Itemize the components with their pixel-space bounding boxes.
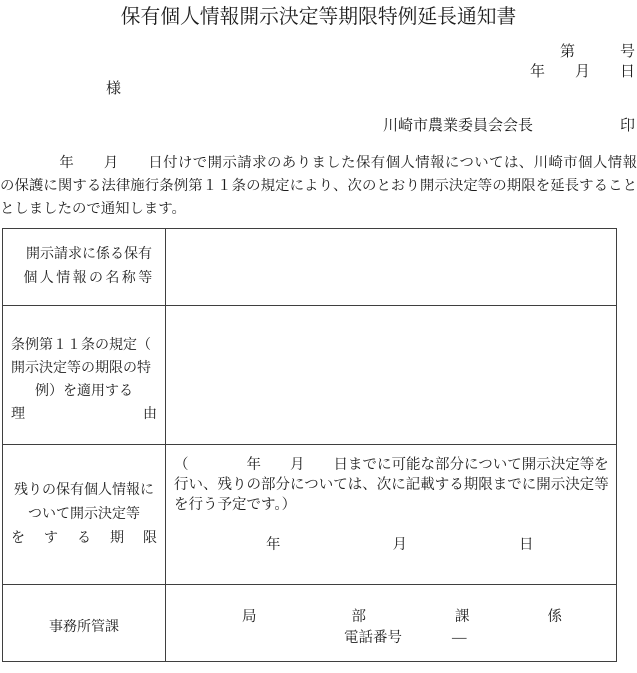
row3-label-line: を す る 期 限	[11, 530, 157, 546]
phone-dash: ―	[452, 630, 467, 646]
year-label: 年	[266, 537, 281, 553]
row2-label-line	[11, 403, 157, 426]
subsection-label: 係	[547, 609, 562, 625]
page-title: 保有個人情報開示決定等期限特例延長通知書	[120, 6, 517, 28]
row1-label-line: 開示請求に係る保有	[26, 247, 152, 262]
addressee-honorific: 様	[106, 81, 122, 97]
issuer-name: 川崎市農業委員会会長	[383, 118, 534, 134]
row3-label-line: 残りの保有個人情報に	[14, 482, 154, 498]
row3-note-line: を行う予定です。）	[174, 497, 297, 513]
department-label: 部	[351, 609, 366, 625]
notice-paragraph	[0, 152, 637, 222]
row1-label-disclosure-info-name	[3, 229, 166, 305]
row4-label-office-in-charge	[3, 585, 166, 661]
seal-mark: 印	[619, 118, 635, 134]
row1-value-cell	[166, 229, 616, 305]
phone-line	[166, 628, 616, 649]
row2-label-reason-left: 理	[11, 406, 25, 422]
row2-label-line: 例）を適用する	[35, 383, 133, 399]
row2-label-reason-right: 由	[143, 406, 157, 422]
row3-label-line: ついて開示決定等	[28, 506, 140, 522]
row3-note-line: （ 年 月 日までに可能な部分について開示決定等を	[174, 457, 609, 473]
row1-label-line: 個人情報の名称等	[23, 271, 155, 286]
issuer-line	[383, 117, 635, 135]
row3-value-cell	[166, 445, 616, 584]
row2-value-cell	[166, 306, 616, 444]
row3-label-deadline-remaining-info	[3, 445, 166, 584]
row4-value-cell	[166, 585, 616, 661]
org-units-line	[166, 607, 616, 628]
row2-label-line: 条例第１１条の規定（	[11, 337, 151, 353]
bureau-label: 局	[242, 609, 257, 625]
row2-label-reason-for-extension	[3, 306, 166, 444]
form-table	[2, 228, 617, 662]
issue-date-line: 年 月 日	[529, 64, 635, 80]
table-row	[3, 585, 616, 661]
doc-number-line: 第 号	[559, 44, 635, 60]
table-row	[3, 445, 616, 585]
row4-label-line: 事務所管課	[49, 620, 119, 635]
day-label: 日	[519, 537, 534, 553]
notice-paragraph-line: としましたので通知します。	[0, 201, 186, 218]
notice-paragraph-line: 年 月 日付けで開示請求のありました保有個人情報については、川崎市個人情報	[0, 155, 637, 171]
month-label: 月	[392, 537, 407, 553]
row2-label-line: 開示決定等の期限の特	[11, 360, 151, 376]
table-row	[3, 306, 616, 445]
row3-deadline-date-line	[166, 535, 616, 555]
row3-note-line: 行い、残りの部分については、次に記載する期限までに開示決定等	[174, 477, 609, 493]
table-row	[3, 229, 616, 306]
notice-paragraph-line: の保護に関する法律施行条例第１１条の規定により、次のとおり開示決定等の期限を延長すること	[0, 178, 637, 195]
phone-label: 電話番号	[344, 630, 402, 646]
section-label: 課	[455, 609, 470, 625]
